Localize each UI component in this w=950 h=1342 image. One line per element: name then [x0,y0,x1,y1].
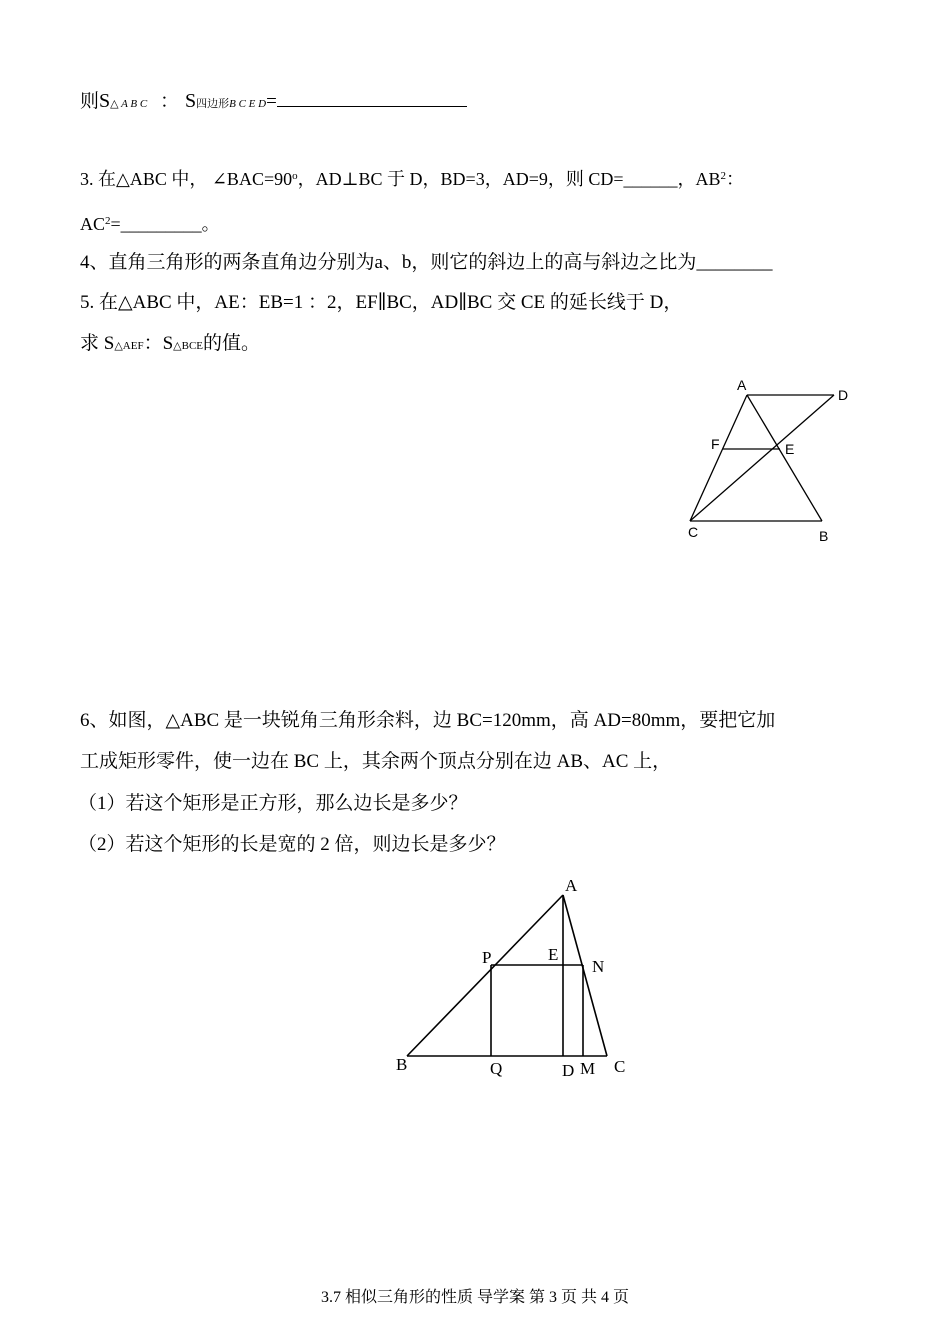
q5-sub2: △BCE [173,340,204,352]
q5-label-f: F [711,436,720,452]
q2-equals: = [266,91,277,112]
q6-label-n: N [592,957,605,976]
q5-label-d: D [838,387,849,403]
q3-sup2: 2 [105,215,111,227]
q6-label-q: Q [490,1059,503,1078]
q4-blank[interactable]: ________ [696,252,773,273]
q6-segment-ab [407,895,563,1056]
q3-sup1: 2 [720,170,727,182]
q6-label-b: B [396,1055,408,1074]
q2-colon: ： [159,91,179,112]
q2-s1: S [99,90,111,112]
q2-sub1: △ A B C [110,98,148,110]
q6-part2-text: （2）若这个矩形的长是宽的 2 倍，则边长是多少？ [78,834,506,855]
q4-text: 4、直角三角形的两条直角边分别为a、b，则它的斜边上的高与斜边之比为 [80,252,697,273]
page-footer: 3.7 相似三角形的性质 导学案 第 3 页 共 4 页 [320,1289,629,1306]
q5-text-b: ：S [143,333,174,354]
q6-part1 [78,788,468,815]
q5-sub1: △AEF [114,340,144,352]
q5-segment-ac [690,395,747,521]
q3-text2: ，AD⊥BC 于 D，BD=3，AD=9，则 CD= [297,169,624,189]
q5-segment-cd [690,395,834,521]
q2-prefix: 则 [80,91,100,112]
q6-text-line2: 工成矩形零件，使一边在 BC 上，其余两个顶点分别在边 AB、AC 上， [80,751,672,772]
q6-line1 [80,705,775,732]
q4-line [80,247,772,274]
q3-text7: 。 [201,214,220,234]
q6-segment-ac [563,895,607,1056]
q5-label-c: C [688,524,699,540]
q6-label-p: P [482,948,492,967]
q3-line1 [80,165,744,191]
q2-s2: S [185,90,197,112]
q3-degree: o [292,170,298,182]
q5-text-line1: 5. 在△ABC 中，AE：EB=1 ：2，EF∥BC，AD∥BC 交 CE 的延长线于 D， [80,292,683,313]
q3-blank2[interactable]: _________ [120,214,202,234]
q5-label-b: B [819,528,829,544]
q3-text4: ： [726,169,745,189]
q5-line1 [80,287,682,314]
q6-line2 [80,746,671,773]
q3-text1: 3. 在△ABC 中， ∠BAC=90 [80,169,293,189]
q5-label-e: E [785,441,795,457]
q6-label-d: D [562,1061,575,1080]
q3-line2 [80,210,220,236]
q2-answer-blank[interactable] [277,92,467,107]
q2-sub2-b: B C E D [229,98,267,110]
q6-part1-text: （1）若这个矩形是正方形，那么边长是多少？ [78,793,468,814]
q3-text3: ，AB [677,169,721,189]
q6-label-a: A [565,876,578,895]
q6-label-m: M [580,1059,596,1078]
q6-part2 [78,829,506,856]
q5-text-c: 的值。 [203,333,261,354]
q3-text6: = [110,214,121,234]
q5-line2 [80,328,260,355]
q6-label-c: C [614,1057,626,1076]
q3-text5: AC [80,214,106,234]
q5-text-a: 求 S [80,333,115,354]
q6-label-e: E [548,945,559,964]
q2-answer-line [80,86,467,113]
q2-sub2-a: 四边形 [196,98,230,110]
q3-blank1[interactable]: ______ [623,169,678,189]
q6-text-line1: 6、如图，△ABC 是一块锐角三角形余料，边 BC=120mm，高 AD=80mm，要把它加 [80,710,776,731]
q5-label-a: A [737,377,747,393]
q5-segment-ab [747,395,822,521]
